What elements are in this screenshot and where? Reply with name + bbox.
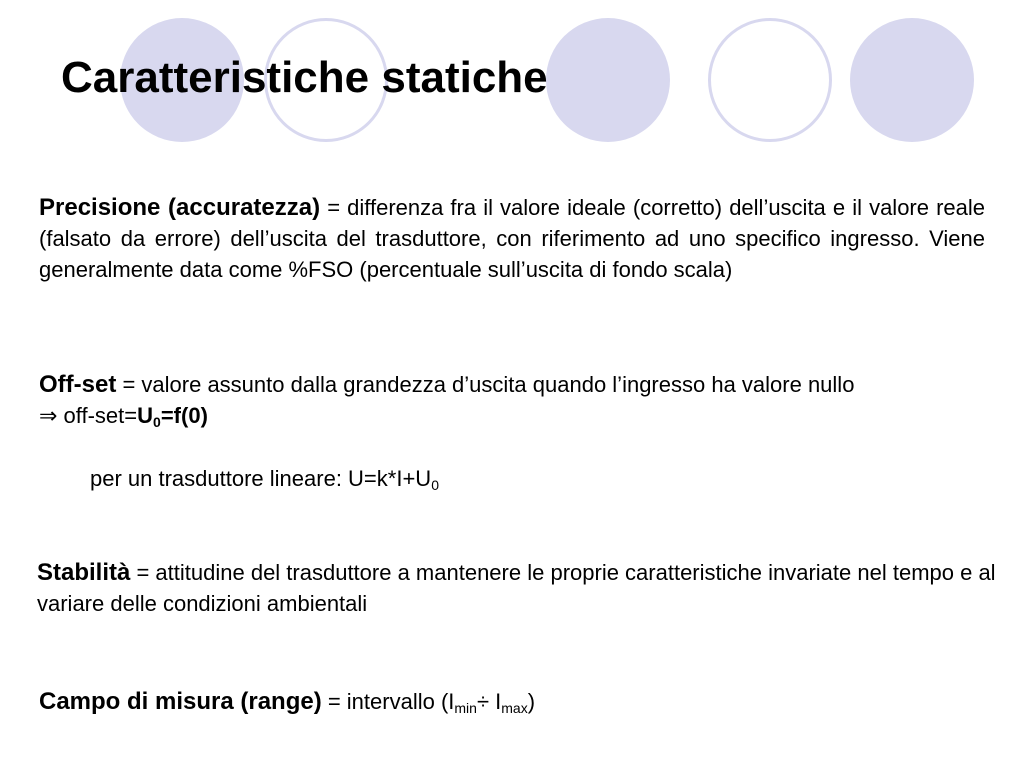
- offset-formula-sub: 0: [153, 414, 161, 430]
- decor-circle-4: [708, 18, 832, 142]
- offset-formula-u: U: [137, 403, 154, 428]
- campo-sub-max: max: [501, 700, 528, 716]
- slide-title: Caratteristiche statiche: [61, 53, 548, 102]
- decor-circle-5: [850, 18, 974, 142]
- stabilita-text: = attitudine del trasduttore a mantenere le proprie caratteristiche invariate nel tempo e al variare delle condizioni ambientali: [37, 560, 996, 616]
- stabilita-term: Stabilità: [37, 559, 131, 586]
- decor-circle-3: [546, 18, 670, 142]
- offset-line-2: [39, 400, 1014, 431]
- offset-formula-rest: =f(0): [160, 403, 208, 428]
- campo-paragraph: [39, 686, 535, 717]
- offset-implies: ⇒ off-set=: [39, 403, 138, 428]
- offset-linear-sub: 0: [431, 477, 439, 493]
- campo-text-a: = intervallo (I: [321, 689, 455, 714]
- precisione-paragraph: [39, 192, 985, 285]
- offset-linear-text: per un trasduttore lineare: U=k*I+U: [90, 466, 432, 491]
- campo-sub-min: min: [454, 700, 477, 716]
- campo-text-c: ): [527, 689, 536, 714]
- precisione-text: = differenza fra il valore ideale (corretto) dell’uscita e il valore reale (falsato da errore) dell’uscita del trasduttore, con riferimento ad uno specifico ingresso. Viene generalmente data come %FSO (percentuale sull’uscita di fondo scala): [39, 195, 985, 282]
- precisione-term: Precisione (accuratezza): [39, 194, 321, 221]
- offset-term: Off-set: [39, 371, 117, 398]
- stabilita-paragraph: [37, 557, 997, 619]
- campo-text-b: ÷ I: [476, 689, 502, 714]
- campo-term: Campo di misura (range): [39, 688, 322, 715]
- offset-linear-line: [90, 463, 439, 494]
- offset-text: = valore assunto dalla grandezza d’uscita quando l’ingresso ha valore nullo: [116, 372, 855, 397]
- offset-line-1: [39, 369, 1014, 400]
- offset-paragraph: [39, 369, 1014, 431]
